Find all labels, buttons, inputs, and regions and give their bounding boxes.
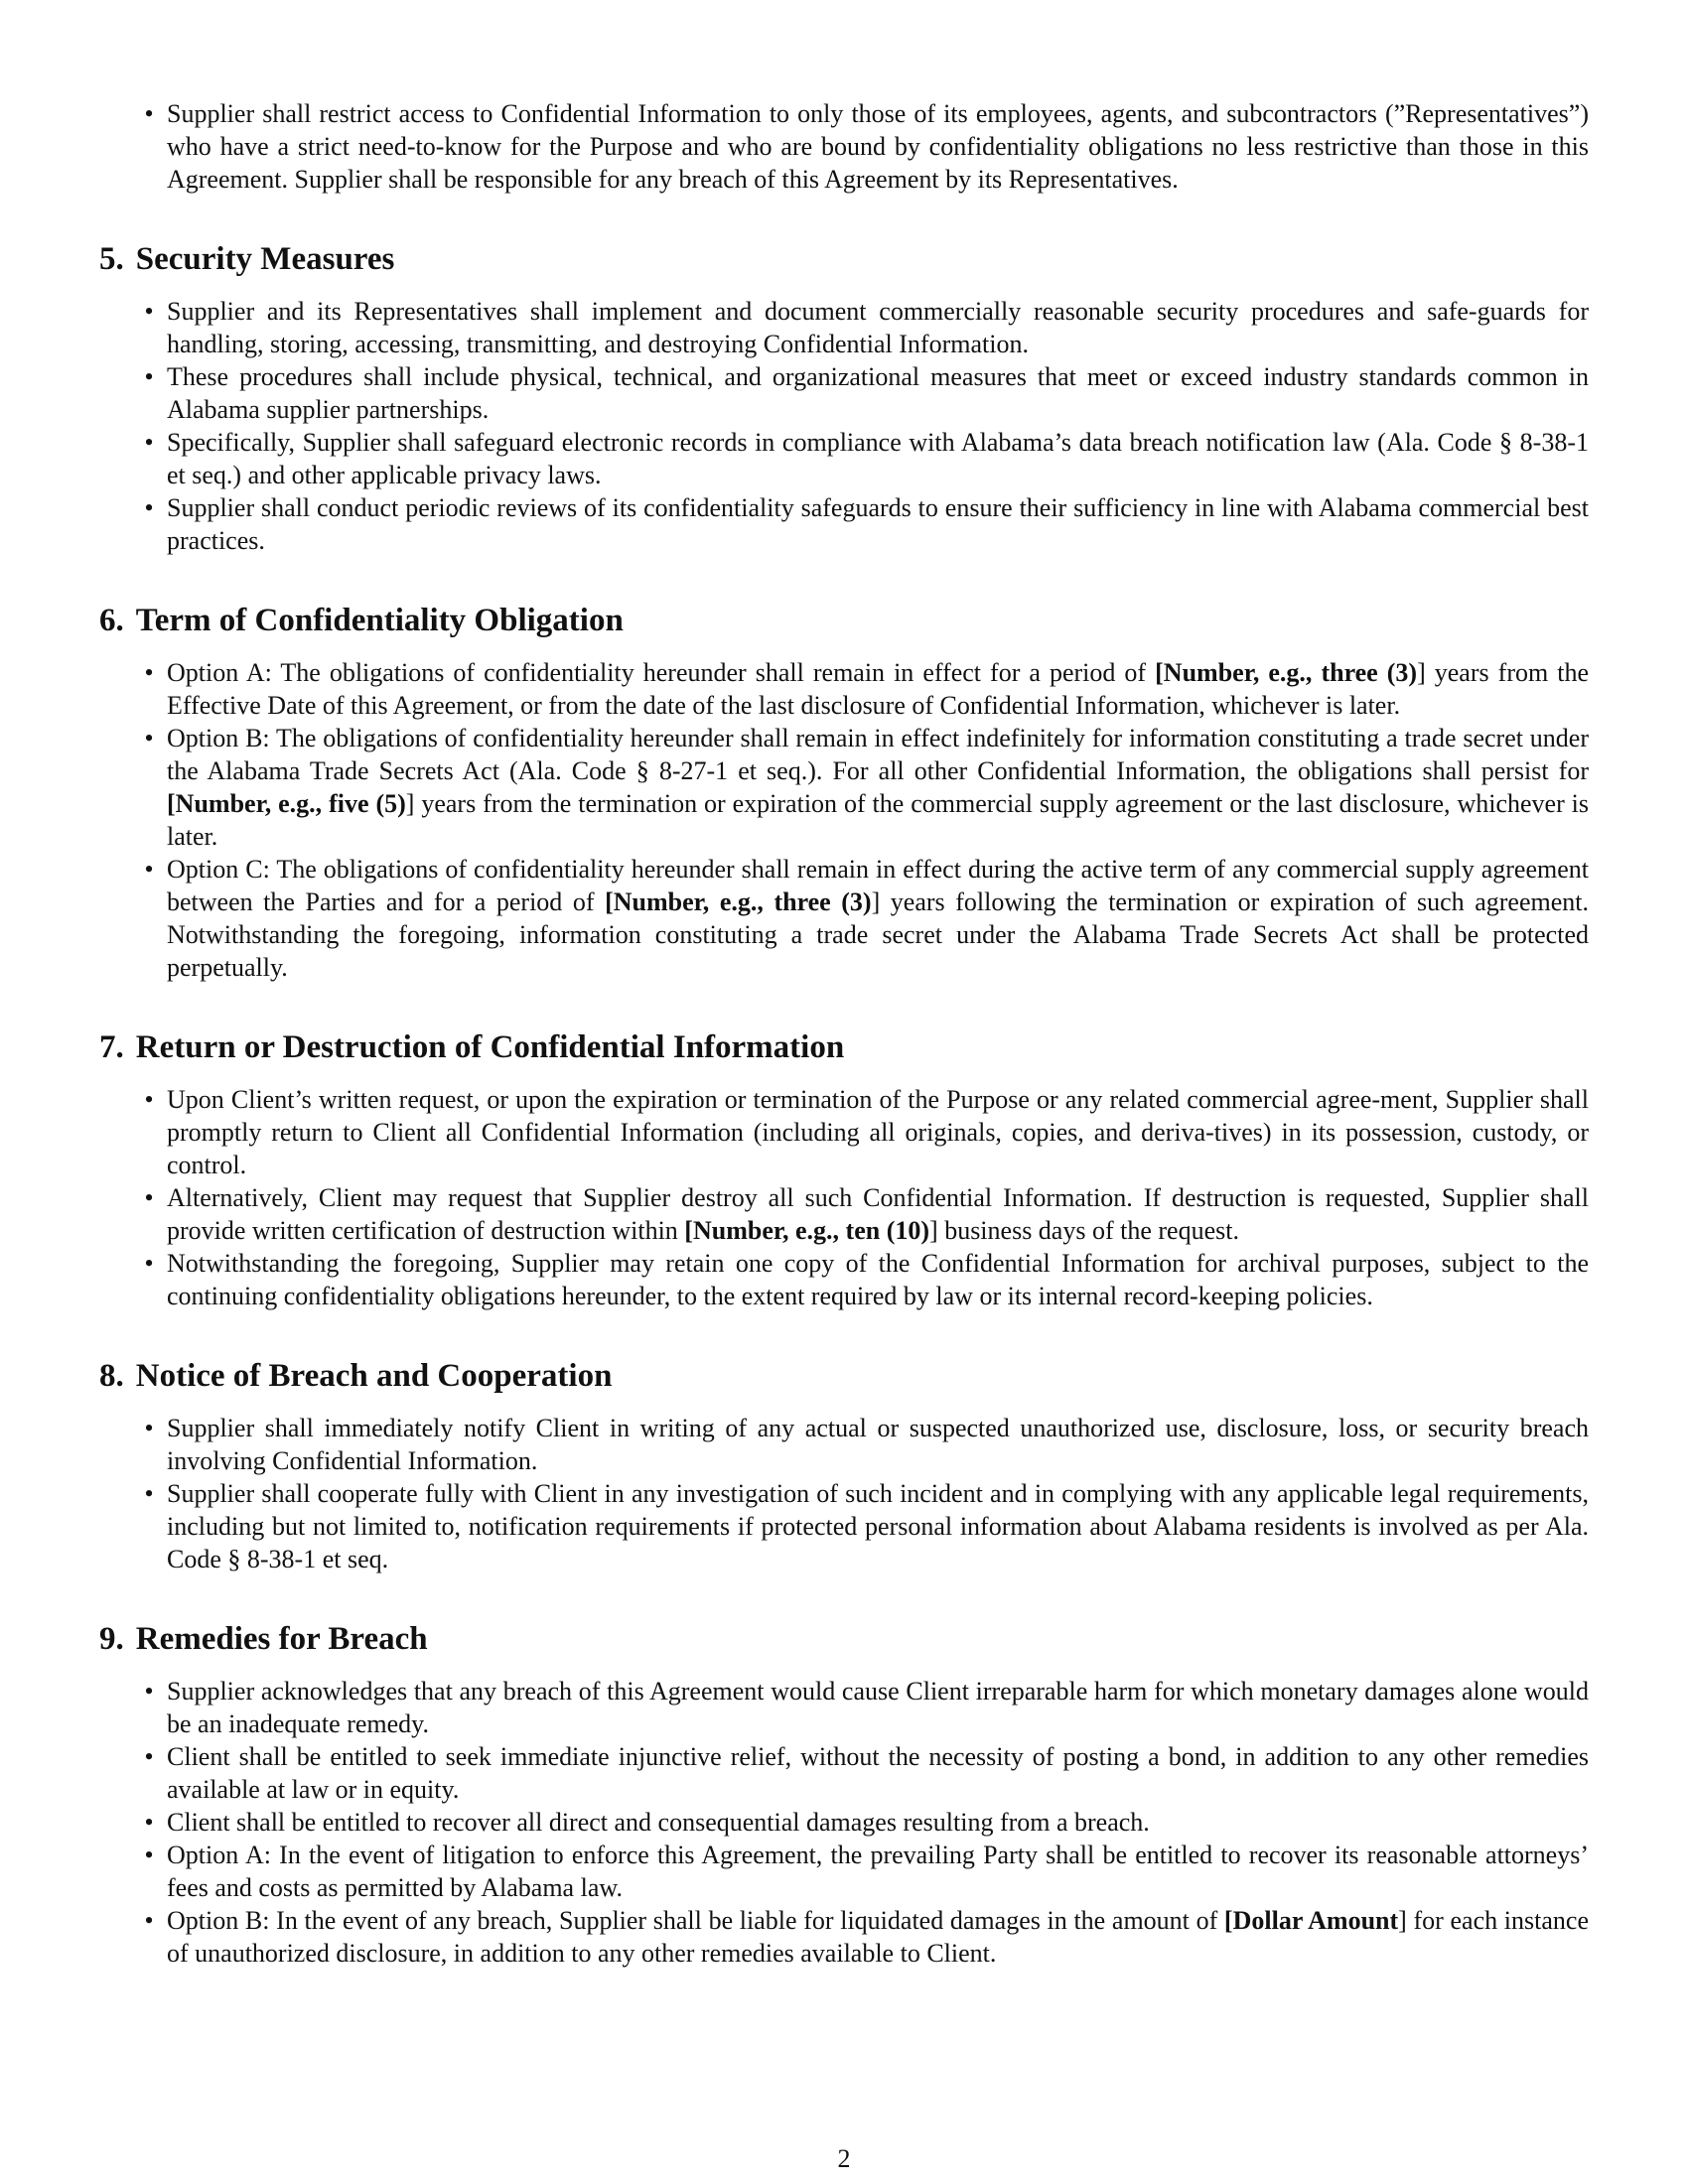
- section-bullet-list: [99, 1412, 1589, 1575]
- list-item: • Supplier shall conduct periodic reviews of its confidentiality safeguards to ensure their sufficiency in line with Alabama commercial best practices.: [167, 491, 1589, 557]
- section-title: Notice of Breach and Cooperation: [135, 1358, 613, 1394]
- section-bullet-list: [99, 1083, 1589, 1312]
- list-item-text: Supplier shall restrict access to Confidential Information to only those of its employees, agents, and subcontractors (”Representatives”) who have a strict need-to-know for the Purpose and who are bound by confidentiality obligations no less restrictive than those in this Agreement. Supplier shall be responsible for any breach of this Agreement by its Representatives.: [167, 99, 1589, 194]
- section-number: 9.: [99, 1621, 124, 1657]
- bullet-icon: [139, 722, 159, 754]
- section-heading: [99, 601, 1589, 640]
- bullet-icon: [139, 491, 159, 524]
- section-heading: [99, 1027, 1589, 1067]
- section-heading: [99, 239, 1589, 279]
- page-number: 2: [837, 2144, 851, 2173]
- section-number: 6.: [99, 603, 124, 638]
- section-title: Term of Confidentiality Obligation: [135, 603, 624, 638]
- list-item: • Upon Client’s written request, or upon the expiration or termination of the Purpose or any related commercial agree-ment, Supplier shall promptly return to Client all Confidential Information (including all originals, copies, and deriva-tives) in its possession, custody, or control.: [167, 1083, 1589, 1181]
- list-item: • Alternatively, Client may request that Supplier destroy all such Confidential Information. If destruction is requested, Supplier shall provide written certification of destruction within [Number, e.g., ten (10)] business days of the request.: [167, 1181, 1589, 1247]
- sections-container: [99, 239, 1589, 1970]
- bullet-icon: [139, 1740, 159, 1773]
- bullet-icon: [139, 97, 159, 130]
- bullet-icon: [139, 1083, 159, 1116]
- placeholder-text: Number, e.g., three (3): [1163, 658, 1418, 687]
- bullet-icon: [139, 426, 159, 459]
- bullet-icon: [139, 360, 159, 393]
- bullet-icon: [139, 853, 159, 886]
- section-title: Return or Destruction of Confidential Information: [135, 1029, 845, 1065]
- bullet-icon: [139, 1412, 159, 1444]
- list-item: • Client shall be entitled to seek immediate injunctive relief, without the necessity of posting a bond, in addition to any other remedies available at law or in equity.: [167, 1740, 1589, 1806]
- bullet-icon: [139, 1181, 159, 1214]
- list-item: • Option A: The obligations of confidentiality hereunder shall remain in effect for a period of [Number, e.g., three (3)] years from the Effective Date of this Agreement, or from the date of the last disclosure of Confidential Information, whichever is later.: [167, 656, 1589, 722]
- list-item: • Supplier shall cooperate fully with Client in any investigation of such incident and in complying with any applicable legal requirements, including but not limited to, notification requirements if protected personal information about Alabama residents is involved as per Ala. Code § 8-38-1 et seq.: [167, 1477, 1589, 1575]
- section-heading: [99, 1619, 1589, 1659]
- list-item: • Option A: In the event of litigation to enforce this Agreement, the prevailing Party shall be entitled to recover its reasonable attorneys’ fees and costs as permitted by Alabama law.: [167, 1839, 1589, 1904]
- bullet-icon: [139, 295, 159, 328]
- section-number: 8.: [99, 1358, 124, 1394]
- bullet-icon: [139, 656, 159, 689]
- intro-bullet-list: [99, 97, 1589, 196]
- bullet-icon: [139, 1675, 159, 1707]
- section-number: 7.: [99, 1029, 124, 1065]
- list-item: • These procedures shall include physical, technical, and organizational measures that meet or exceed industry standards common in Alabama supplier partnerships.: [167, 360, 1589, 426]
- bullet-icon: [139, 1806, 159, 1839]
- section-number: 5.: [99, 241, 124, 277]
- placeholder-text: Number, e.g., ten (10): [692, 1216, 930, 1245]
- placeholder-text: Dollar Amount: [1232, 1906, 1399, 1935]
- bullet-icon: [139, 1839, 159, 1871]
- section-bullet-list: [99, 295, 1589, 557]
- list-item: • Specifically, Supplier shall safeguard electronic records in compliance with Alabama’s data breach notification law (Ala. Code § 8-38-1 et seq.) and other applicable privacy laws.: [167, 426, 1589, 491]
- list-item: • Supplier and its Representatives shall implement and document commercially reasonable security procedures and safe-guards for handling, storing, accessing, transmitting, and destroying Confidential Information.: [167, 295, 1589, 360]
- section-bullet-list: [99, 656, 1589, 984]
- page-content: [99, 97, 1589, 1970]
- section-title: Remedies for Breach: [135, 1621, 428, 1657]
- list-item: • Client shall be entitled to recover all direct and consequential damages resulting from a breach.: [167, 1806, 1589, 1839]
- section-title: Security Measures: [135, 241, 395, 277]
- list-item: • Supplier shall immediately notify Client in writing of any actual or suspected unauthorized use, disclosure, loss, or security breach involving Confidential Information.: [167, 1412, 1589, 1477]
- list-item: • Supplier acknowledges that any breach of this Agreement would cause Client irreparable harm for which monetary damages alone would be an inadequate remedy.: [167, 1675, 1589, 1740]
- list-item: • Notwithstanding the foregoing, Supplier may retain one copy of the Confidential Information for archival purposes, subject to the continuing confidentiality obligations hereunder, to the extent required by law or its internal record-keeping policies.: [167, 1247, 1589, 1312]
- section-heading: [99, 1356, 1589, 1396]
- section-bullet-list: [99, 1675, 1589, 1970]
- list-item: • Option B: In the event of any breach, Supplier shall be liable for liquidated damages in the amount of [Dollar Amount] for each instance of unauthorized disclosure, in addition to any other remedies available to Client.: [167, 1904, 1589, 1970]
- bullet-icon: [139, 1904, 159, 1937]
- list-item: • Option C: The obligations of confidentiality hereunder shall remain in effect during the active term of any commercial supply agreement between the Parties and for a period of [Number, e.g., three (3)] years following the termination or expiration of such agreement. Notwithstanding the foregoing, information constituting a trade secret under the Alabama Trade Secrets Act shall be protected perpetually.: [167, 853, 1589, 984]
- bullet-icon: [139, 1247, 159, 1280]
- placeholder-text: Number, e.g., five (5): [175, 789, 406, 818]
- list-item: • Option B: The obligations of confidentiality hereunder shall remain in effect indefinitely for information constituting a trade secret under the Alabama Trade Secrets Act (Ala. Code § 8-27-1 et seq.). For all other Confidential Information, the obligations shall persist for [Number, e.g., five (5)] years from the termination or expiration of the commercial supply agreement or the last disclosure, whichever is later.: [167, 722, 1589, 853]
- bullet-icon: [139, 1477, 159, 1510]
- list-item: [167, 97, 1589, 196]
- placeholder-text: Number, e.g., three (3): [613, 887, 872, 916]
